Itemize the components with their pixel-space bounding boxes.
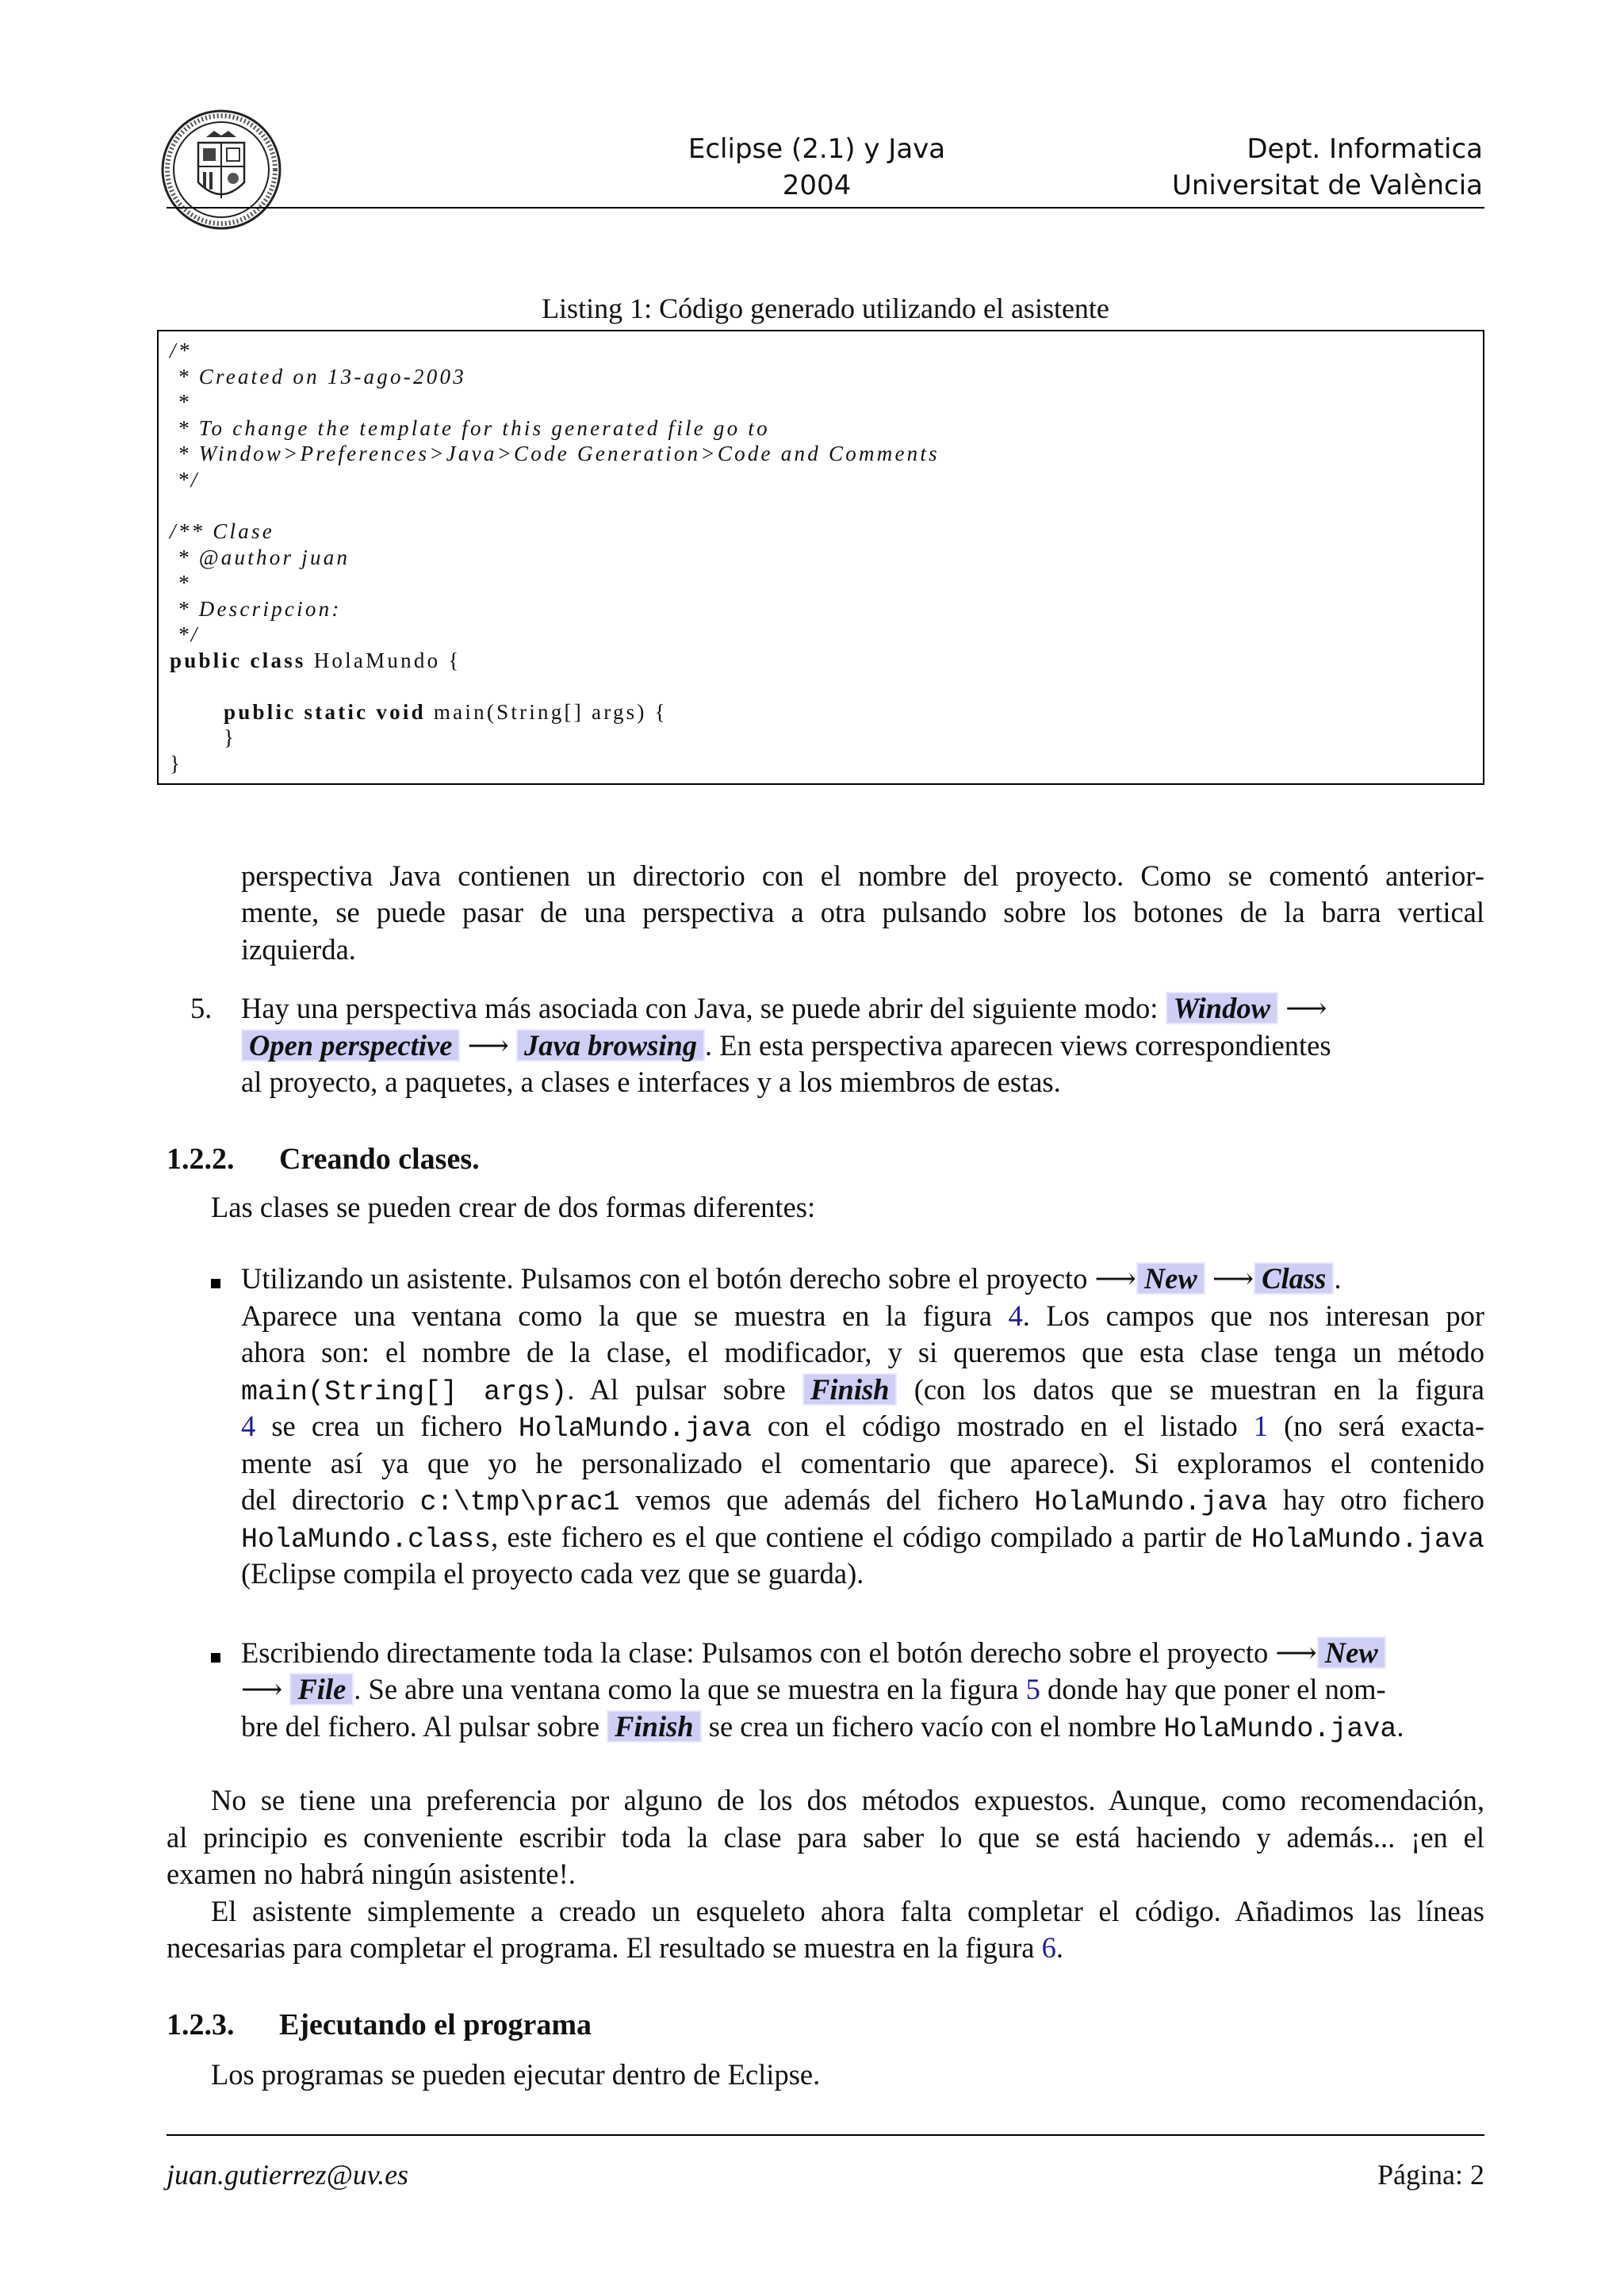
section-title: Ejecutando el programa — [279, 2008, 592, 2042]
code-method-line — [224, 699, 668, 725]
code-comment-line: /* — [170, 339, 192, 362]
code-comment-line: */ — [170, 622, 200, 646]
menu-finish: Finish — [802, 1373, 897, 1406]
listing-caption: Listing 1: Código generado utilizando el asistente — [542, 293, 1109, 324]
menu-open-perspective: Open perspective — [241, 1029, 460, 1062]
item5-line-2 — [241, 1027, 1484, 1065]
figure-ref-link[interactable]: 6 — [1041, 1931, 1056, 1964]
bullet1-line: mente así ya que yo he personalizado el comentario que aparece). Si exploramos el contenido — [241, 1447, 1484, 1479]
body-text-line: El asistente simplemente a creado un esqueleto ahora falta completar el código. Añadimos las líneas — [211, 1895, 1484, 1927]
menu-finish: Finish — [607, 1710, 701, 1743]
code-comment-line: * — [170, 390, 191, 414]
body-text-line: al principio es conveniente escribir toda la clase para saber lo que se está haciendo y además... ¡en el — [167, 1821, 1484, 1854]
inline-code: HolaMundo.java — [1251, 1524, 1484, 1556]
bullet2-text: se crea un fichero vacío con el nombre — [708, 1710, 1157, 1743]
inline-code: main(String[] args) — [241, 1376, 568, 1408]
body-text-line: No se tiene una preferencia por alguno de los dos métodos expuestos. Aunque, como recomendación, — [211, 1784, 1484, 1816]
bullet1-text: del directorio — [241, 1483, 405, 1516]
body-text: necesarias para completar el programa. El resultado se muestra en la figura — [167, 1931, 1035, 1964]
menu-window: Window — [1166, 992, 1278, 1024]
bullet1-text: con el código mostrado en el listado — [767, 1410, 1238, 1442]
arrow: ⟶ — [1094, 1262, 1136, 1295]
footer-rule — [167, 2134, 1484, 2136]
item5-text: Hay una perspectiva más asociada con Java, se puede abrir del siguiente modo: — [241, 992, 1159, 1024]
body-text-line: perspectiva Java contienen un directorio con el nombre del proyecto. Como se comentó anterior- — [241, 859, 1484, 892]
figure-ref-link[interactable]: 4 — [1008, 1299, 1023, 1332]
code-comment-line: * Descripcion: — [170, 597, 342, 621]
header-rule — [167, 207, 1484, 209]
code-close-brace: } — [224, 725, 237, 749]
footer-email: juan.gutierrez@uv.es — [167, 2159, 409, 2191]
bullet1-line — [241, 1298, 1484, 1335]
doc-year: 2004 — [782, 170, 852, 201]
university-seal-logo — [159, 107, 284, 232]
section-intro: Las clases se pueden crear de dos formas diferentes: — [211, 1191, 816, 1223]
item5-line-3: al proyecto, a paquetes, a clases e interfaces y a los miembros de estas. — [241, 1066, 1061, 1098]
bullet2-text: . Se abre una ventana como la que se muestra en la figura — [354, 1673, 1019, 1705]
figure-ref-link[interactable]: 4 — [241, 1410, 256, 1442]
inline-code: HolaMundo.java — [518, 1413, 752, 1445]
code-comment-line: /** Clase — [170, 519, 274, 543]
department: Dept. Informatica — [1247, 133, 1483, 165]
bullet1-text: . Los campos que nos interesan por — [1022, 1299, 1485, 1332]
code-comment-line: * Created on 13-ago-2003 — [170, 365, 466, 388]
code-comment-line: * To change the template for this generated file go to — [170, 416, 770, 440]
bullet1-text: , este fichero es el que contiene el código compilado a partir de — [491, 1521, 1243, 1553]
item5-line-1 — [241, 990, 1484, 1027]
bullet1-line: Utilizando un asistente. Pulsamos con el botón derecho sobre el proyecto ⟶ New ⟶ Class . — [241, 1262, 1342, 1295]
bullet-marker — [211, 1653, 220, 1663]
body-text: . — [1055, 1931, 1064, 1964]
arrow: ⟶ — [1285, 992, 1327, 1024]
menu-class: Class — [1254, 1262, 1334, 1295]
bullet1-text: hay otro fichero — [1283, 1483, 1484, 1516]
body-text-line: mente, se puede pasar de una perspectiva a otra pulsando sobre los botones de la barra vertical — [241, 896, 1484, 928]
body-text-line: izquierda. — [241, 933, 356, 966]
bullet1-text: (no será exacta- — [1284, 1410, 1485, 1442]
header-center — [619, 131, 1015, 204]
bullet2-line — [241, 1709, 1484, 1748]
bullet1-text: se crea un fichero — [271, 1410, 503, 1442]
keyword: class — [250, 649, 306, 672]
code-class-line — [170, 648, 462, 674]
listing-ref-link[interactable]: 1 — [1253, 1410, 1269, 1442]
footer-page-number: Página: 2 — [1377, 2159, 1484, 2191]
bullet1-line — [241, 1482, 1484, 1521]
code-comment-line: * Window>Preferences>Java>Code Generation>Code and Comments — [170, 442, 940, 465]
inline-code: HolaMundo.java — [1034, 1487, 1268, 1518]
bullet1-text: Aparece una ventana como la que se muestra en la figura — [241, 1299, 992, 1332]
bullet2-text: . — [1396, 1710, 1404, 1743]
class-name: HolaMundo { — [313, 649, 462, 672]
university: Universitat de València — [1171, 170, 1483, 201]
bullet2-line — [241, 1635, 1484, 1672]
bullet2-text: Escribiendo directamente toda la clase: Pulsamos con el botón derecho sobre el proyecto ⟶ — [241, 1636, 1317, 1669]
body-text-line: examen no habrá ningún asistente!. — [167, 1858, 576, 1890]
menu-file: File — [289, 1673, 354, 1705]
bullet1-line — [241, 1519, 1484, 1559]
keyword: static — [304, 700, 369, 724]
section-title: Creando clases. — [279, 1142, 480, 1176]
section-number: 1.2.3. — [167, 2008, 235, 2042]
inline-code: HolaMundo.java — [1163, 1713, 1397, 1745]
menu-new: New — [1317, 1636, 1386, 1669]
header-right — [1150, 131, 1483, 204]
code-comment-line: */ — [170, 468, 200, 492]
list-number: 5. — [190, 992, 213, 1024]
code-comment-line: * — [170, 571, 191, 595]
inline-code: HolaMundo.class — [241, 1524, 492, 1556]
bullet1-line: ahora son: el nombre de la clase, el modificador, y si queremos que esta clase tenga un método — [241, 1336, 1484, 1368]
section-intro: Los programas se pueden ejecutar dentro de Eclipse. — [211, 2058, 821, 2091]
bullet1-text: (con los datos que se muestran en la figura — [914, 1373, 1485, 1406]
code-comment-line: * @author juan — [170, 545, 350, 569]
bullet1-text: Utilizando un asistente. Pulsamos con el botón derecho sobre el proyecto — [241, 1262, 1088, 1295]
bullet1-text: vemos que además del fichero — [635, 1483, 1019, 1516]
bullet1-line: (Eclipse compila el proyecto cada vez que se guarda). — [241, 1557, 864, 1590]
bullet1-text: . Al pulsar sobre — [567, 1373, 786, 1406]
bullet1-line — [241, 1408, 1484, 1448]
body-text-line — [167, 1930, 1484, 1967]
keyword: public — [170, 649, 243, 672]
code-close-brace: } — [170, 752, 183, 775]
doc-title: Eclipse (2.1) y Java — [688, 133, 946, 165]
method-signature: main(String[] args) { — [433, 700, 668, 724]
bullet2-text: bre del fichero. Al pulsar sobre — [241, 1710, 600, 1743]
inline-code: c:\tmp\prac1 — [419, 1487, 620, 1518]
bullet2-line — [241, 1671, 1484, 1709]
arrow: ⟶ — [241, 1673, 283, 1705]
bullet1-line — [241, 1372, 1484, 1411]
menu-java-browsing: Java browsing — [516, 1029, 705, 1062]
keyword: void — [376, 700, 426, 724]
figure-ref-link[interactable]: 5 — [1025, 1673, 1040, 1705]
bullet2-text: donde hay que poner el nom- — [1047, 1673, 1386, 1705]
menu-new: New — [1136, 1262, 1205, 1295]
bullet-marker — [211, 1279, 220, 1288]
arrow: ⟶ — [1212, 1262, 1254, 1295]
item5-text: . En esta perspectiva aparecen views correspondientes — [705, 1029, 1331, 1062]
arrow: ⟶ — [467, 1029, 509, 1062]
section-number: 1.2.2. — [167, 1142, 235, 1176]
keyword: public — [224, 700, 297, 724]
